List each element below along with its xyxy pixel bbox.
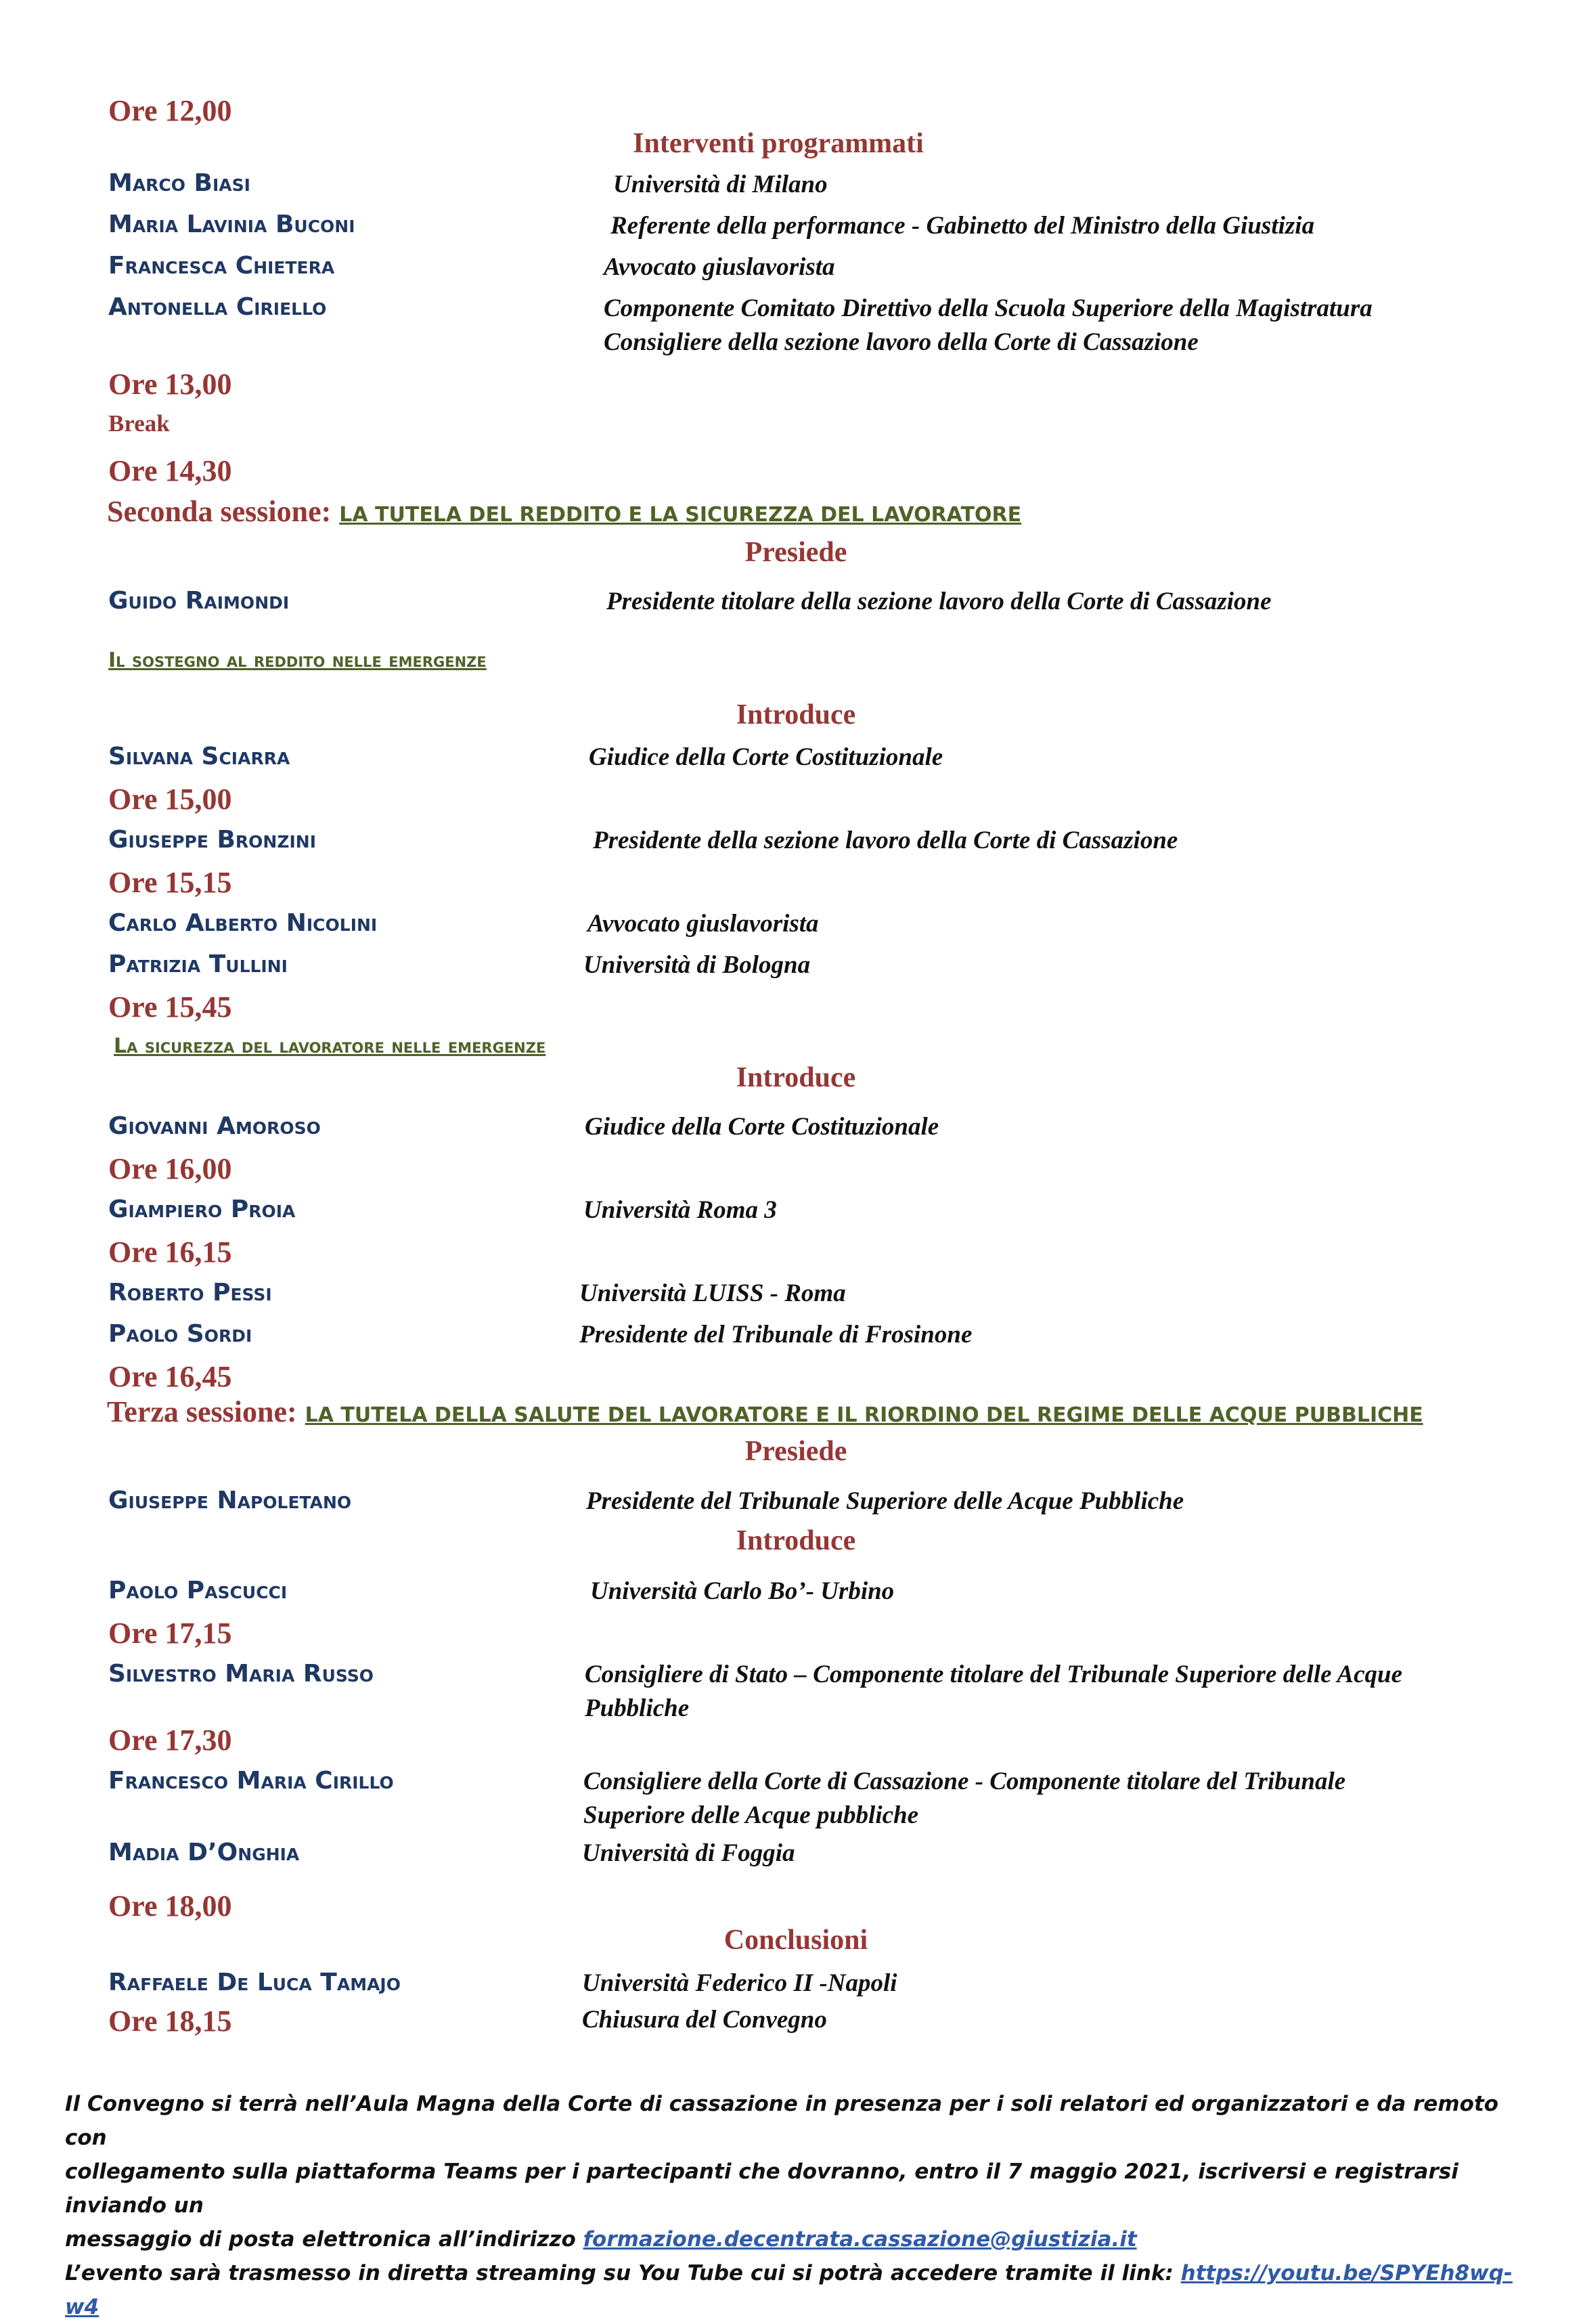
speaker-raimondi: Guido Raimondi: [108, 587, 290, 615]
speaker-pessi: Roberto Pessi: [108, 1279, 272, 1307]
speaker-buconi: Maria Lavinia Buconi: [108, 211, 355, 238]
session-3-header: [107, 1395, 1423, 1429]
session-3-label: Terza sessione:: [107, 1395, 297, 1428]
time-1515: Ore 15,15: [108, 866, 232, 899]
role-cirillo-line2: Superiore delle Acque pubbliche: [583, 1801, 919, 1829]
footer-line-3-text: messaggio di posta elettronica all’indirizzo: [65, 2227, 583, 2252]
role-de-luca-tamajo: Università Federico II -Napoli: [582, 1969, 897, 1997]
role-bronzini: Presidente della sezione lavoro della Corte di Cassazione: [593, 827, 1178, 854]
footer-line-2: collegamento sulla piattaforma Teams per i partecipanti che dovranno, entro il 7 maggio 2021, iscriversi e registrarsi inviando un: [65, 2159, 1458, 2218]
session-3-title: LA TUTELA DELLA SALUTE DEL LAVORATORE E IL RIORDINO DEL REGIME DELLE ACQUE PUBBLICHE: [305, 1403, 1423, 1427]
time-1600: Ore 16,00: [108, 1152, 232, 1185]
footer-note: [65, 2087, 1527, 2324]
time-1715: Ore 17,15: [108, 1617, 232, 1650]
role-sordi: Presidente del Tribunale di Frosinone: [579, 1321, 973, 1349]
speaker-sciarra: Silvana Sciarra: [108, 743, 290, 770]
email-link[interactable]: formazione.decentrata.cassazione@giustizia.it: [583, 2227, 1137, 2252]
role-pessi: Università LUISS - Roma: [579, 1279, 846, 1307]
footer-line-1: Il Convegno si terrà nell’Aula Magna della Corte di cassazione in presenza per i soli relatori ed organizzatori e da remoto con: [65, 2092, 1499, 2150]
heading-introduce-2: Introduce: [736, 1062, 856, 1093]
speaker-russo: Silvestro Maria Russo: [108, 1660, 374, 1688]
heading-presiede-1: Presiede: [744, 537, 847, 568]
role-buconi: Referente della performance - Gabinetto del Ministro della Giustizia: [610, 212, 1315, 240]
youtube-link[interactable]: https://youtu.be/SPYEh8wq-w4: [65, 2261, 1513, 2319]
time-1545: Ore 15,45: [108, 990, 232, 1024]
footer-line-4-text: L’evento sarà trasmesso in diretta streaming su You Tube cui si potrà accedere tramite il link:: [65, 2261, 1181, 2285]
heading-interventi: Interventi programmati: [633, 128, 924, 159]
speaker-biasi: Marco Biasi: [108, 169, 250, 197]
session-2-header: [107, 494, 1021, 529]
role-russo-line1: Consigliere di Stato – Componente titolare del Tribunale Superiore delle Acque: [585, 1661, 1403, 1688]
footer-line-4: [65, 2256, 1527, 2324]
speaker-de-luca-tamajo: Raffaele De Luca Tamajo: [108, 1969, 401, 1996]
closing-label: Chiusura del Convegno: [582, 2006, 827, 2034]
speaker-napoletano: Giuseppe Napoletano: [108, 1487, 352, 1514]
role-ciriello-line1: Componente Comitato Direttivo della Scuola Superiore della Magistratura: [604, 294, 1373, 322]
time-1300: Ore 13,00: [108, 368, 232, 401]
role-nicolini: Avvocato giuslavorista: [587, 910, 819, 938]
heading-conclusioni: Conclusioni: [723, 1925, 868, 1956]
speaker-proia: Giampiero Proia: [108, 1196, 296, 1223]
topic-sicurezza-lavoratore: La sicurezza del lavoratore nelle emergenze: [114, 1034, 546, 1058]
time-1730: Ore 17,30: [108, 1724, 232, 1757]
role-raimondi: Presidente titolare della sezione lavoro della Corte di Cassazione: [606, 588, 1272, 615]
session-2-title: LA TUTELA DEL REDDITO E LA SICUREZZA DEL LAVORATORE: [339, 503, 1022, 527]
role-cirillo-line1: Consigliere della Corte di Cassazione - Componente titolare del Tribunale: [583, 1768, 1346, 1795]
time-1430: Ore 14,30: [108, 454, 232, 487]
role-sciarra: Giudice della Corte Costituzionale: [589, 743, 943, 771]
role-chietera: Avvocato giuslavorista: [604, 253, 835, 281]
role-napoletano: Presidente del Tribunale Superiore delle Acque Pubbliche: [586, 1487, 1184, 1515]
role-tullini: Università di Bologna: [583, 951, 811, 979]
role-ciriello-line2: Consigliere della sezione lavoro della Corte di Cassazione: [604, 328, 1199, 356]
topic-sostegno-reddito: Il sostegno al reddito nelle emergenze: [108, 649, 487, 672]
speaker-donghia: Madia D’Onghia: [108, 1839, 300, 1866]
role-amoroso: Giudice della Corte Costituzionale: [585, 1113, 939, 1141]
role-russo-line2: Pubbliche: [585, 1694, 690, 1722]
speaker-pascucci: Paolo Pascucci: [108, 1577, 288, 1604]
time-1500: Ore 15,00: [108, 783, 232, 816]
heading-introduce-3: Introduce: [736, 1525, 856, 1556]
speaker-bronzini: Giuseppe Bronzini: [108, 826, 317, 854]
session-2-label: Seconda sessione:: [107, 495, 332, 528]
speaker-tullini: Patrizia Tullini: [108, 950, 288, 978]
speaker-nicolini: Carlo Alberto Nicolini: [108, 909, 378, 937]
break-label: Break: [108, 410, 170, 437]
role-donghia: Università di Foggia: [582, 1839, 795, 1867]
time-1800: Ore 18,00: [108, 1889, 232, 1923]
role-proia: Università Roma 3: [583, 1196, 777, 1224]
speaker-cirillo: Francesco Maria Cirillo: [108, 1767, 394, 1795]
time-1815: Ore 18,15: [108, 2004, 232, 2038]
time-1645: Ore 16,45: [108, 1360, 232, 1393]
heading-introduce-1: Introduce: [736, 699, 856, 730]
speaker-sordi: Paolo Sordi: [108, 1320, 252, 1348]
role-pascucci: Università Carlo Bo’- Urbino: [590, 1577, 895, 1605]
speaker-amoroso: Giovanni Amoroso: [108, 1112, 321, 1140]
time-1200: Ore 12,00: [108, 94, 232, 127]
heading-presiede-2: Presiede: [744, 1436, 847, 1467]
speaker-chietera: Francesca Chietera: [108, 252, 335, 280]
speaker-ciriello: Antonella Ciriello: [108, 293, 327, 321]
footer-line-3: [65, 2222, 1527, 2256]
role-biasi: Università di Milano: [613, 171, 828, 198]
time-1615: Ore 16,15: [108, 1235, 232, 1269]
